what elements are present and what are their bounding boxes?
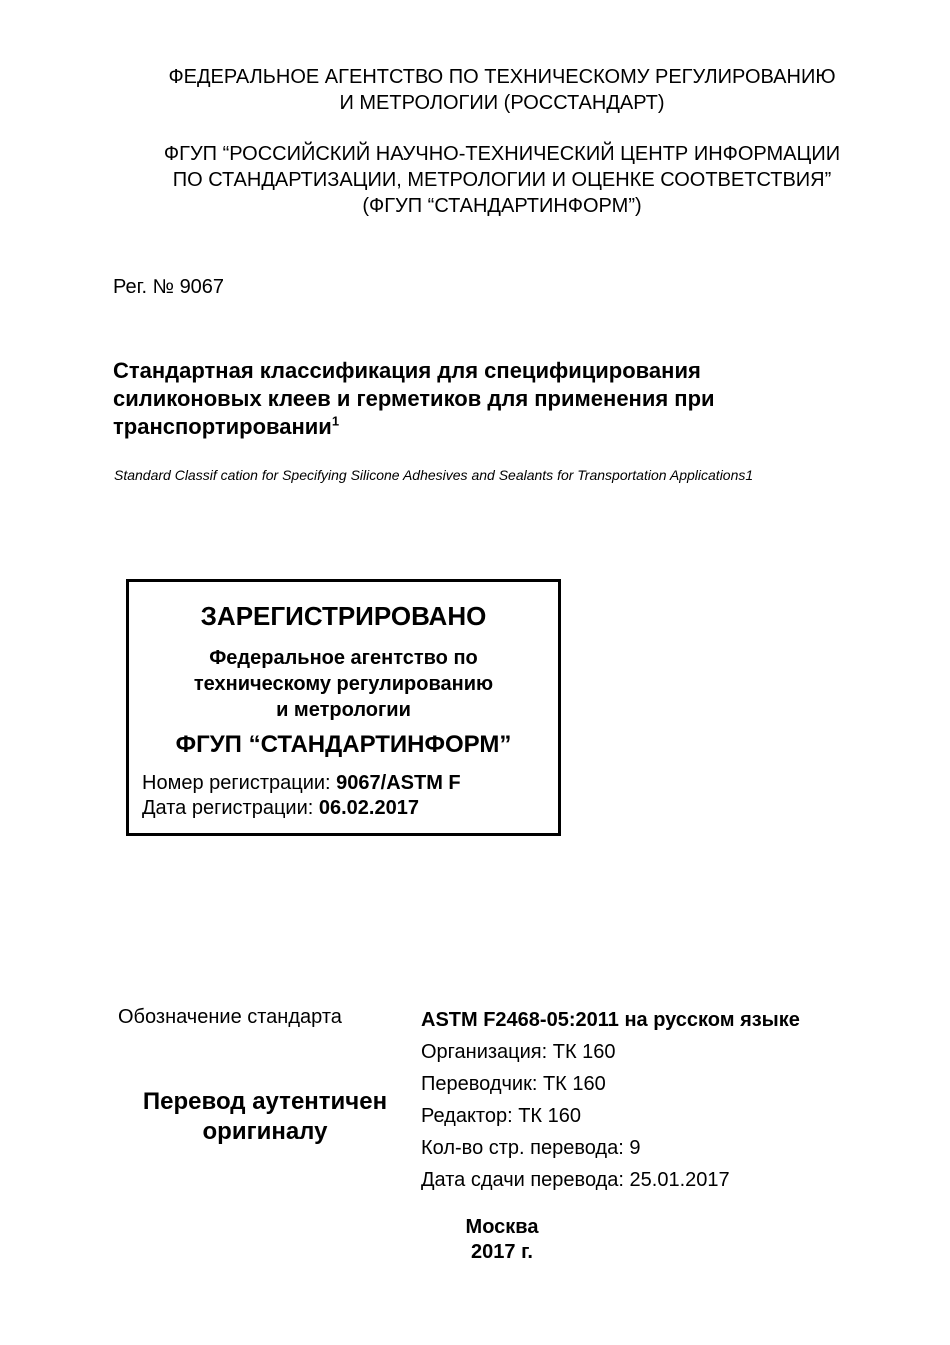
center-header-line: (ФГУП “СТАНДАРТИНФОРМ”) [362,195,642,217]
agency-header-line: И МЕТРОЛОГИИ (РОССТАНДАРТ) [339,92,665,114]
stamp-registration-date [142,796,419,820]
center-header-line: ФГУП “РОССИЙСКИЙ НАУЧНО-ТЕХНИЧЕСКИЙ ЦЕНТР ИНФОРМАЦИИ [163,143,841,165]
footnote-mark: 1 [331,413,340,429]
title-line [113,413,913,441]
title-line: Стандартная классификация для специфицирования [113,358,701,383]
editor-line: Редактор: ТК 160 [421,1105,581,1127]
designation-label: Обозначение стандарта [118,1006,342,1028]
stamp-agency [129,645,558,723]
organization-line: Организация: ТК 160 [421,1041,616,1063]
center-header [0,141,950,219]
footer-year: 2017 г. [471,1241,533,1263]
stamp-date-value: 06.02.2017 [318,797,419,819]
authentic-line: оригиналу [202,1118,328,1145]
agency-header-line: ФЕДЕРАЛЬНОЕ АГЕНТСТВО ПО ТЕХНИЧЕСКОМУ РЕГУЛИРОВАНИЮ [168,66,836,88]
stamp-number-label: Номер регистрации: [142,772,337,794]
stamp-number-value: 9067/ASTM F [336,772,461,794]
registration-stamp [126,579,561,836]
footer [402,1215,602,1265]
stamp-org: ФГУП “СТАНДАРТИНФОРМ” [175,731,512,758]
title-line: силиконовых клеев и герметиков для применения при [113,386,715,411]
stamp-agency-line: и метрологии [276,699,411,721]
document-title-ru [113,357,913,441]
authentic-line: Перевод аутентичен [142,1088,388,1115]
footer-city: Москва [465,1216,539,1238]
stamp-agency-line: техническому регулированию [193,673,494,695]
stamp-heading: ЗАРЕГИСТРИРОВАНО [200,601,487,631]
agency-header [0,64,950,116]
translation-details [421,1004,800,1196]
page-count-line: Кол-во стр. перевода: 9 [421,1137,641,1159]
document-title-en: Standard Classif cation for Specifying Silicone Adhesives and Sealants for Transportation Applications1 [114,467,754,483]
stamp-date-label: Дата регистрации: [142,797,319,819]
authentic-translation-note [120,1087,410,1147]
translator-line: Переводчик: ТК 160 [421,1073,606,1095]
standard-designation: ASTM F2468-05:2011 на русском языке [421,1009,800,1031]
stamp-registration-number [142,771,461,795]
delivery-date-line: Дата сдачи перевода: 25.01.2017 [421,1169,730,1191]
stamp-agency-line: Федеральное агентство по [209,647,478,669]
registration-number: Рег. № 9067 [113,276,225,298]
title-line-text: транспортировании [113,414,332,439]
center-header-line: ПО СТАНДАРТИЗАЦИИ, МЕТРОЛОГИИ И ОЦЕНКЕ СООТВЕТСТВИЯ” [172,169,832,191]
